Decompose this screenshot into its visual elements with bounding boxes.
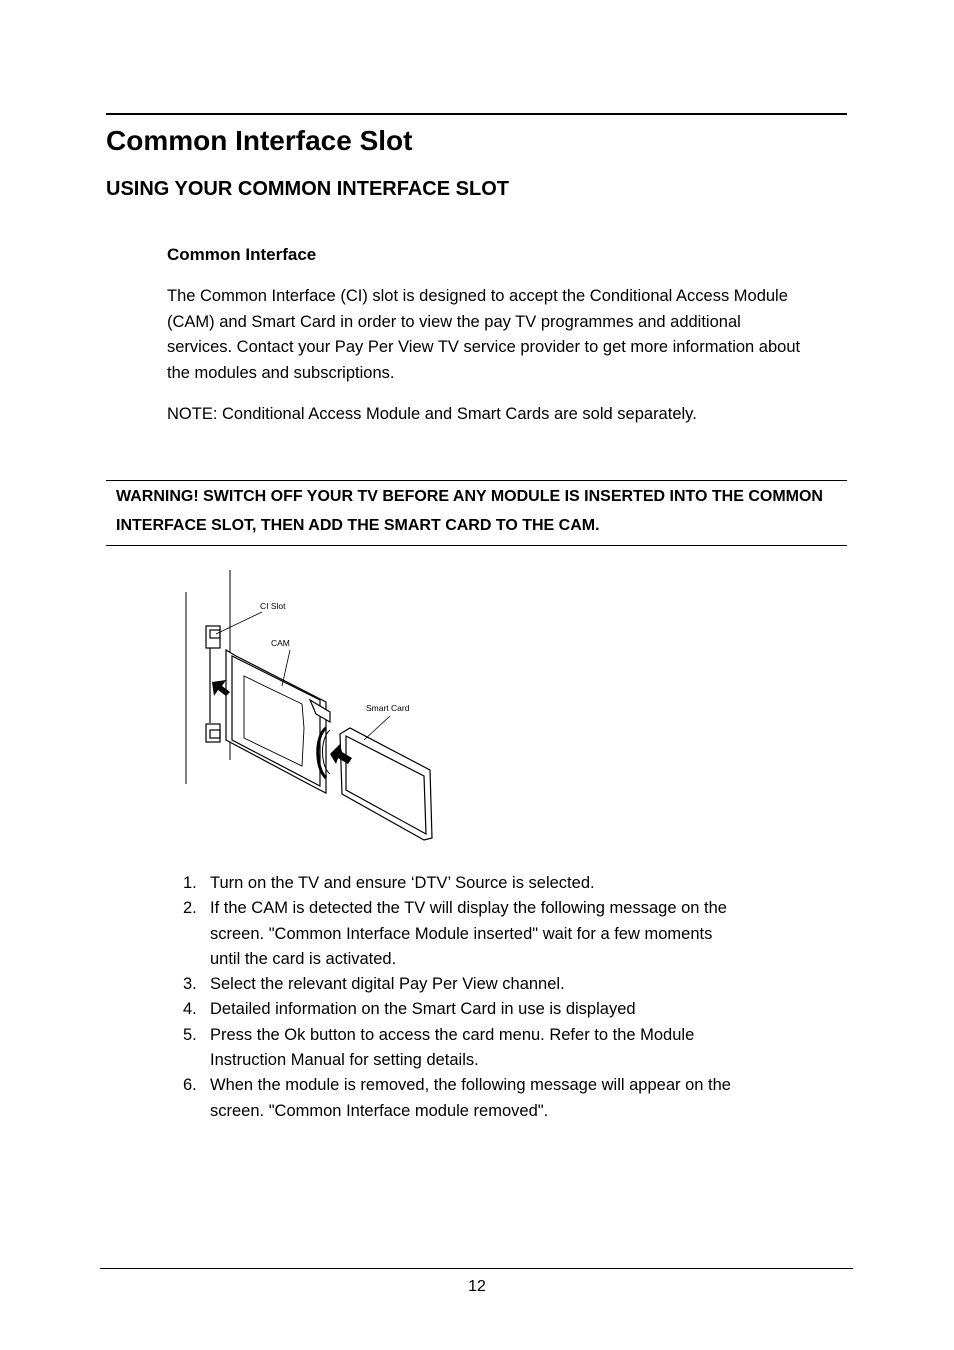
page-title: Common Interface Slot — [106, 125, 413, 156]
section-subtitle: USING YOUR COMMON INTERFACE SLOT — [106, 178, 509, 200]
warning-text: WARNING! SWITCH OFF YOUR TV BEFORE ANY MODULE IS INSERTED INTO THE COMMON INTERFACE SLOT, THEN ADD THE SMART CARD TO THE CAM. — [116, 488, 823, 534]
cam-module — [226, 650, 330, 793]
top-rule — [106, 113, 847, 115]
warning-bottom-rule — [106, 545, 847, 546]
step-number: 2. — [183, 899, 197, 918]
smart-card — [340, 728, 432, 840]
note-text: NOTE: Conditional Access Module and Smart Cards are sold separately. — [167, 405, 697, 423]
ci-slot-illustration — [180, 568, 450, 846]
cam-label: CAM — [271, 638, 290, 648]
intro-paragraph: The Common Interface (CI) slot is designed to accept the Conditional Access Module (CAM) and Smart Card in order to view the pay TV programmes and additional services. Contact your Pay Per View TV service provider to get more information about the modules and subscriptions. — [167, 287, 801, 382]
footer-rule — [100, 1268, 853, 1269]
list-item — [183, 896, 803, 972]
step-text: Press the Ok button to access the card menu. Refer to the Module Instruction Manual for setting details. — [210, 1025, 695, 1070]
step-number: 3. — [183, 975, 197, 994]
list-item — [183, 871, 803, 896]
step-text: When the module is removed, the following message will appear on the screen. "Common Interface module removed". — [210, 1076, 731, 1120]
list-item — [183, 1073, 803, 1124]
steps-list — [183, 871, 803, 1124]
step-text: Select the relevant digital Pay Per View channel. — [210, 975, 565, 994]
list-item — [183, 997, 803, 1022]
smart-card-label: Smart Card — [366, 703, 410, 713]
list-item — [183, 1023, 803, 1074]
step-text: Turn on the TV and ensure ‘DTV’ Source is selected. — [210, 874, 595, 892]
section-heading: Common Interface — [167, 245, 317, 264]
step-number: 1. — [183, 874, 197, 892]
step-number: 6. — [183, 1076, 197, 1095]
warning-top-rule — [106, 480, 847, 481]
step-number: 5. — [183, 1025, 197, 1044]
step-text: Detailed information on the Smart Card in use is displayed — [210, 1000, 636, 1019]
page-number: 12 — [468, 1278, 486, 1295]
ci-slot-label: CI Slot — [260, 601, 286, 611]
step-number: 4. — [183, 1000, 197, 1019]
step-text: If the CAM is detected the TV will display the following message on the screen. "Common Interface Module inserted" wait for a few moments until the card is activated. — [210, 899, 727, 968]
list-item — [183, 972, 803, 997]
